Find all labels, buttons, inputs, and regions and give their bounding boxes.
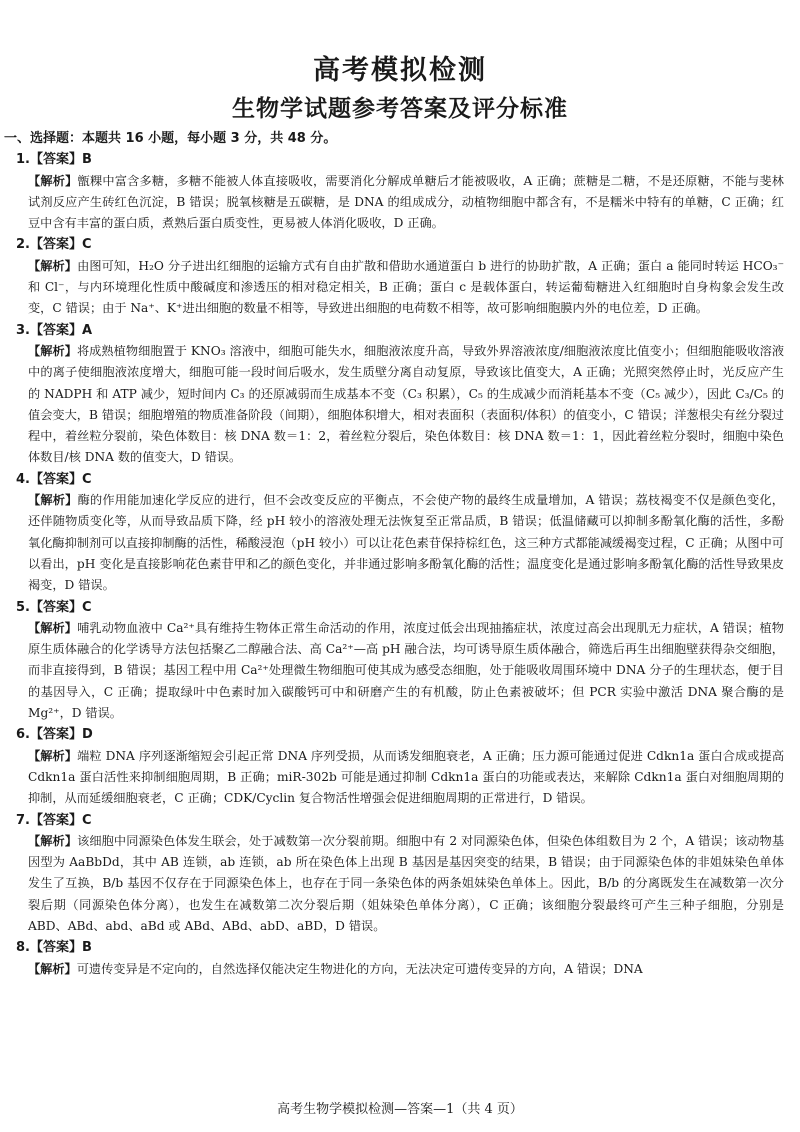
question-number: 1.: [16, 152, 30, 168]
answer-value: C: [82, 237, 92, 253]
answer-item: [4, 937, 784, 980]
answer-label: 【答案】: [29, 599, 82, 615]
answer-value: C: [82, 599, 92, 615]
explanation-label: 【解析】: [28, 493, 78, 508]
answer-line: [4, 149, 784, 170]
question-number: 6.: [16, 727, 30, 743]
explanation: [4, 490, 784, 596]
answer-label: 【答案】: [29, 940, 82, 956]
answer-item: [4, 810, 784, 938]
answer-value: B: [82, 152, 92, 168]
explanation: [4, 746, 784, 810]
explanation-label: 【解析】: [28, 961, 77, 976]
explanation-text: 哺乳动物血液中 Ca²⁺具有维持生物体正常生命活动的作用，浓度过低会出现抽搐症状，浓度过高会出现肌无力症状，A 错误；植物原生质体融合的化学诱导方法包括聚乙二醇融合法、高 Ca²⁺—高 pH 融合法，均可诱导原生质体融合，筛选后再生出细胞壁获得杂交细胞，而非直接得到，B 错误；基因工程中用 Ca²⁺处理微生物细胞可使其成为感受态细胞，处于能吸收周围环境中 DNA 分子的生理状态，便于目的基因导入，C 正确；提取绿叶中色素时加入碳酸钙可中和研磨产生的有机酸，防止色素被破坏；但 PCR 实验中激活 DNA 聚合酶的是 Mg²⁺，D 错误。: [28, 620, 784, 721]
explanation: [4, 959, 784, 980]
answer-list: [4, 149, 784, 980]
question-number: 2.: [16, 237, 30, 253]
answer-content: [4, 128, 784, 980]
question-number: 5.: [16, 599, 30, 615]
answer-line: [4, 320, 784, 341]
answer-label: 【答案】: [29, 727, 82, 743]
answer-label: 【答案】: [29, 237, 82, 253]
answer-value: A: [82, 322, 93, 338]
explanation-label: 【解析】: [28, 173, 78, 188]
explanation-label: 【解析】: [28, 620, 78, 635]
answer-line: [4, 469, 784, 490]
answer-label: 【答案】: [29, 322, 82, 338]
explanation: [4, 341, 784, 469]
explanation-label: 【解析】: [28, 343, 77, 358]
answer-item: [4, 597, 784, 725]
answer-item: [4, 149, 784, 234]
question-number: 4.: [16, 471, 30, 487]
answer-line: [4, 597, 784, 618]
answer-item: [4, 469, 784, 597]
answer-value: D: [82, 727, 93, 743]
answer-line: [4, 724, 784, 745]
answer-item: [4, 320, 784, 469]
explanation: [4, 618, 784, 724]
explanation-label: 【解析】: [28, 258, 78, 273]
answer-line: [4, 234, 784, 255]
page-title: 高考模拟检测: [313, 55, 487, 86]
answer-label: 【答案】: [29, 152, 82, 168]
answer-label: 【答案】: [29, 471, 82, 487]
answer-line: [4, 810, 784, 831]
question-number: 7.: [16, 812, 30, 828]
answer-label: 【答案】: [29, 812, 82, 828]
answer-value: C: [82, 471, 92, 487]
explanation-text: 该细胞中同源染色体发生联会，处于减数第一次分裂前期。细胞中有 2 对同源染色体，但染色体组数目为 2 个，A 错误；该动物基因型为 AaBbDd，其中 AB 连锁，ab 连锁，ab 所在染色体上出现 B 基因是基因突变的结果，B 错误；由于同源染色体的非姐妹染色单体发生了互换，B/b 基因不仅存在于同源染色体上，也存在于同一条染色体的两条姐妹染色单体上。因此，B/b 的分离既发生在减数第一次分裂后期（同源染色体分离），也发生在减数第二次分裂后期（姐妹染色单体分离），C 正确；该细胞分裂最终可产生三种子细胞，分别是 ABD、ABd、abd、aBd 或 ABd、ABd、abD、aBD，D 错误。: [28, 833, 785, 933]
answer-item: [4, 724, 784, 809]
question-number: 3.: [16, 322, 30, 338]
answer-item: [4, 234, 784, 319]
explanation: [4, 831, 784, 937]
explanation-label: 【解析】: [28, 833, 78, 848]
page-footer: 高考生物学模拟检测—答案—1（共 4 页）: [277, 1102, 523, 1117]
question-number: 8.: [16, 940, 30, 956]
explanation-label: 【解析】: [28, 748, 78, 763]
answer-value: C: [82, 812, 92, 828]
page-subtitle: 生物学试题参考答案及评分标准: [232, 96, 568, 122]
explanation: [4, 256, 784, 320]
explanation-text: 可遗传变异是不定向的，自然选择仅能决定生物进化的方向，无法决定可遗传变异的方向，A 错误；DNA: [76, 961, 643, 976]
explanation: [4, 171, 784, 235]
section-heading: 一、选择题：本题共 16 小题，每小题 3 分，共 48 分。: [4, 131, 337, 146]
answer-line: [4, 937, 784, 958]
explanation-text: 酶的作用能加速化学反应的进行，但不会改变反应的平衡点，不会使产物的最终生成量增加，A 错误；荔枝褐变不仅是颜色变化，还伴随物质变化等，从而导致品质下降，经 pH 较小的溶液处理无法恢复至正常品质，B 错误；低温储藏可以抑制多酚氧化酶的活性，多酚氧化酶抑制剂可以直接抑制酶的活性，稀酸浸泡（pH 较小）可以让花色素苷保持棕红色，这三种方式都能减缓褐变过程，C 正确；从图中可以看出，pH 变化是直接影响花色素苷甲和乙的颜色变化，并非通过影响多酚氧化酶的活性；温度变化是通过影响多酚氧化酶的活性导致果皮褐变，D 错误。: [28, 493, 784, 593]
explanation-text: 将成熟植物细胞置于 KNO₃ 溶液中，细胞可能失水，细胞液浓度升高，导致外界溶液浓度/细胞液浓度比值变小；但细胞能吸收溶液中的离子使细胞液浓度增大，细胞可能一段时间后吸水，发生质壁分离自动复原，导致该比值变大，A 正确；光照突然停止时，光反应产生的 NADPH 和 ATP 减少，短时间内 C₃ 的还原减弱而生成基本不变（C₃ 积累），C₅ 的生成减少而消耗基本不变（C₅ 减少），因此 C₃/C₅ 的值会变大，B 错误；细胞增殖的物质准备阶段（间期），细胞体积增大，相对表面积（表面积/体积）的值变小，C 错误；洋葱根尖有丝分裂过程中，着丝粒分裂前，染色体数目：核 DNA 数＝1：2，着丝粒分裂后，染色体数目：核 DNA 数＝1：1，因此着丝粒分裂时，细胞中染色体数目/核 DNA 数的值变大，D 错误。: [28, 343, 785, 465]
answer-value: B: [82, 940, 92, 956]
explanation-text: 由图可知，H₂O 分子进出红细胞的运输方式有自由扩散和借助水通道蛋白 b 进行的协助扩散，A 正确；蛋白 a 能同时转运 HCO₃⁻ 和 Cl⁻，与内环境理化性质中酸碱度和渗透压的相对稳定相关，B 正确；蛋白 c 是载体蛋白，转运葡萄糖进入红细胞时自身构象会发生改变，C 错误；由于 Na⁺、K⁺进出细胞的数量不相等，导致进出细胞的电荷数不相等，故可影响细胞膜内外的电位差，D 正确。: [28, 258, 784, 316]
explanation-text: 端粒 DNA 序列逐渐缩短会引起正常 DNA 序列受损，从而诱发细胞衰老，A 正确；压力源可能通过促进 Cdkn1a 蛋白合成或提高 Cdkn1a 蛋白活性来抑制细胞周期，B 正确；miR-302b 可能是通过抑制 Cdkn1a 蛋白的功能或表达，来解除 Cdkn1a 蛋白对细胞周期的抑制，从而延缓细胞衰老，C 正确；CDK/Cyclin 复合物活性增强会促进细胞周期的正常进行，D 错误。: [28, 748, 785, 806]
explanation-text: 甑粿中富含多糖，多糖不能被人体直接吸收，需要消化分解成单糖后才能被吸收，A 正确；蔗糖是二糖，不是还原糖，不能与斐林试剂反应产生砖红色沉淀，B 错误；脱氧核糖是五碳糖，是 DNA 的组成成分，动植物细胞中都含有，不是糯米中特有的单糖，C 正确；红豆中含有丰富的蛋白质，煮熟后蛋白质变性，更易被人体消化吸收，D 正确。: [28, 173, 784, 231]
